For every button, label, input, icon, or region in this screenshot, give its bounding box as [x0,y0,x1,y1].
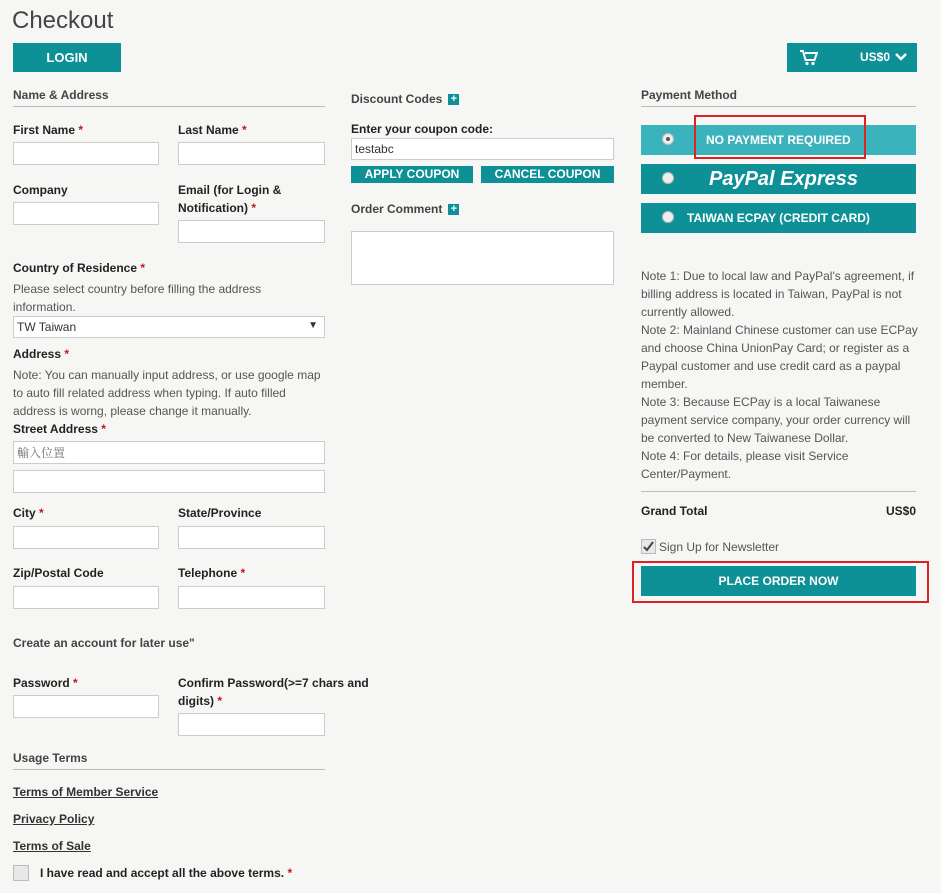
country-select[interactable] [13,316,325,338]
zip-label: Zip/Postal Code [13,566,104,580]
city-input[interactable] [13,526,159,549]
highlight-box [632,561,929,603]
terms-member-service-link[interactable]: Terms of Member Service [13,785,159,799]
privacy-policy-link[interactable]: Privacy Policy [13,812,95,826]
cart-icon [800,50,818,66]
password-input[interactable] [13,695,159,718]
zip-input[interactable] [13,586,159,609]
email-input[interactable] [178,220,325,243]
payment-note: Note 1: Due to local law and PayPal's agreement, if billing address is located in Taiwan, PayPal is not currently allowed. [641,269,915,319]
order-comment-textarea[interactable] [351,231,614,285]
payment-note: Note 2: Mainland Chinese customer can use ECPay and choose China UnionPay Card; or register as a Paypal customer and use credit card as a paypal member. [641,323,918,391]
expand-plus-icon[interactable]: + [448,204,459,215]
accept-terms-checkbox[interactable] [13,865,29,881]
payment-note: Note 3: Because ECPay is a local Taiwanese payment service company, your order currency will be converted to New Taiwanese Dollar. [641,395,911,445]
payment-option-label: TAIWAN ECPAY (CREDIT CARD) [687,211,870,225]
create-account-heading: Create an account for later use" [13,636,195,650]
expand-plus-icon[interactable]: + [448,94,459,105]
last-name-label: Last Name * [178,123,247,137]
company-input[interactable] [13,202,159,225]
street-address-input[interactable] [13,441,325,464]
payment-option-label: NO PAYMENT REQUIRED [706,133,851,147]
page-title: Checkout [12,7,114,34]
radio-selected-icon[interactable] [662,133,674,145]
payment-option-label: PayPal Express [709,168,858,190]
payment-notes [641,267,921,483]
dropdown-arrow-icon: ▼ [308,320,318,331]
grand-total-label: Grand Total [641,504,708,518]
coupon-input[interactable]: testabc [351,138,614,160]
state-label: State/Province [178,506,262,520]
accept-terms-label: I have read and accept all the above terms. * [40,866,293,880]
terms-of-sale-link[interactable]: Terms of Sale [13,839,91,853]
discount-codes-heading: Discount Codes + [351,90,459,108]
country-select-value: TW Taiwan [17,320,77,334]
newsletter-checkbox[interactable] [641,539,656,554]
newsletter-label: Sign Up for Newsletter [659,540,780,554]
country-note: Please select country before filling the address information. [13,282,262,314]
divider [641,491,916,492]
company-label: Company [13,183,68,197]
coupon-label: Enter your coupon code: [351,122,494,136]
address-note: Note: You can manually input address, or use google map to auto fill related address when typing. If auto filled address is worng, please change it manually. [13,368,321,418]
payment-option-ecpay[interactable] [641,203,916,233]
payment-option-paypal[interactable] [641,164,916,194]
chevron-down-icon [895,50,907,64]
order-comment-heading: Order Comment + [351,200,459,218]
confirm-password-label: Confirm Password(>=7 chars and digits) * [178,676,369,708]
first-name-label: First Name * [13,123,84,137]
cart-amount: US$0 [860,50,891,64]
checkmark-icon [642,540,655,553]
cancel-coupon-button[interactable]: CANCEL COUPON [481,166,614,183]
usage-terms-heading: Usage Terms [13,751,325,770]
login-button[interactable]: LOGIN [13,43,121,72]
cart-button[interactable] [787,43,917,72]
name-address-heading: Name & Address [13,88,325,107]
confirm-password-input[interactable] [178,713,325,736]
street-address-label: Street Address * [13,422,106,436]
street-address-line2-input[interactable] [13,470,325,493]
place-order-button[interactable]: PLACE ORDER NOW [641,566,916,596]
payment-note: Note 4: For details, please visit Service Center/Payment. [641,449,849,481]
telephone-input[interactable] [178,586,325,609]
grand-total-value: US$0 [885,504,916,518]
password-label: Password * [13,676,78,690]
country-label: Country of Residence * [13,261,146,275]
last-name-input[interactable] [178,142,325,165]
telephone-label: Telephone * [178,566,246,580]
first-name-input[interactable] [13,142,159,165]
payment-method-heading: Payment Method [641,88,916,107]
radio-unselected-icon[interactable] [662,211,674,223]
address-label: Address * [13,347,70,361]
radio-unselected-icon[interactable] [662,172,674,184]
apply-coupon-button[interactable]: APPLY COUPON [351,166,473,183]
state-input[interactable] [178,526,325,549]
city-label: City * [13,506,44,520]
email-label: Email (for Login & Notification) * [178,183,282,215]
highlight-box [694,115,866,159]
